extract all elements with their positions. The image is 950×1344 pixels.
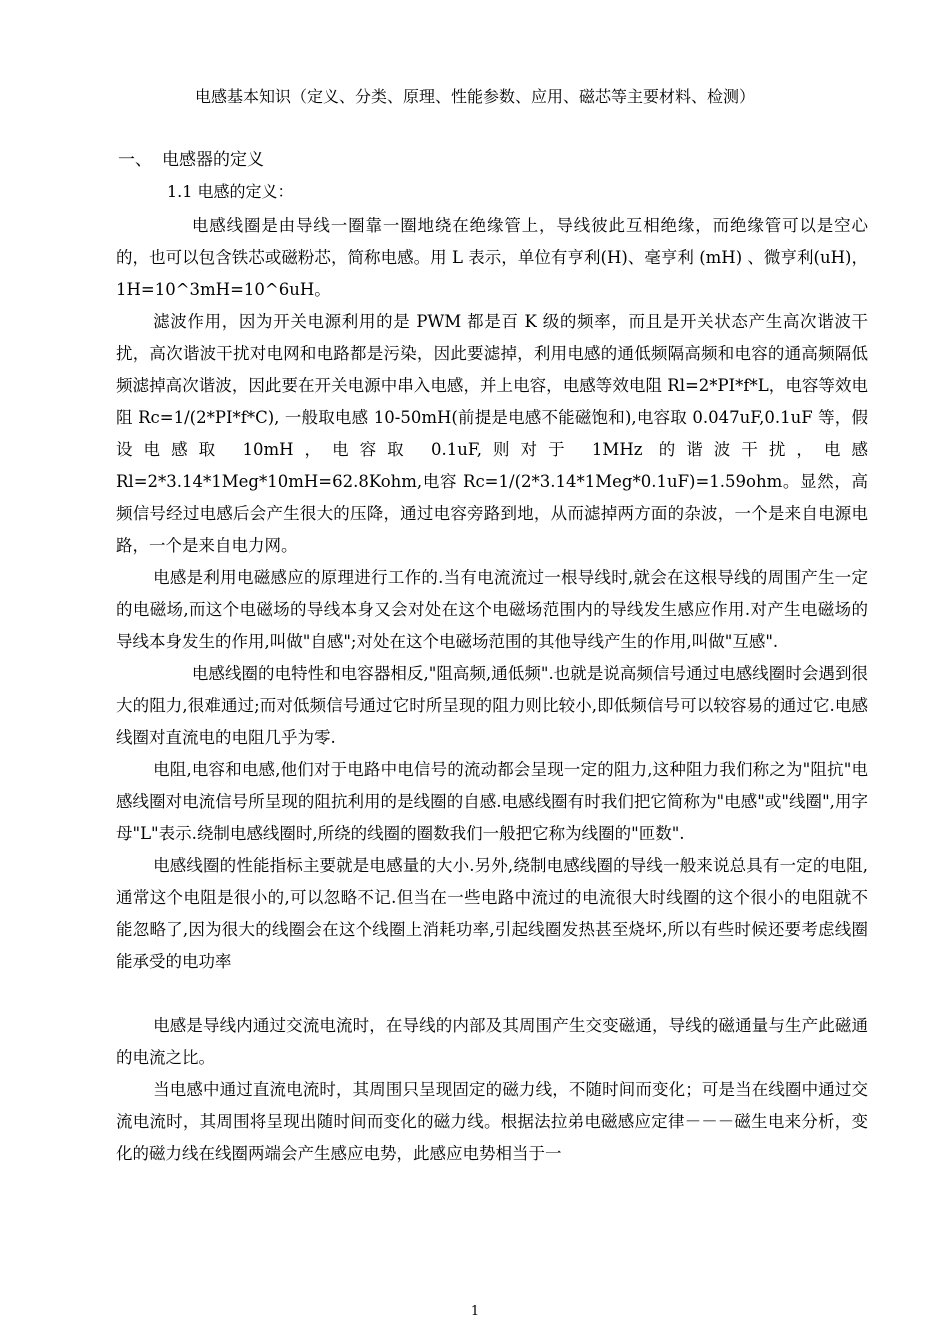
paragraph-frequency-characteristic: 电感线圈的电特性和电容器相反,"阻高频,通低频".也就是说高频信号通过电感线圈时会遇到很大的阻力,很难通过;而对低频信号通过它时所呈现的阻力则比较小,即低频信号可以较容易的通过它.电感线圈对直流电的电阻几乎为零. (116, 664, 868, 747)
subsection-heading: 1.1 电感的定义： (167, 182, 294, 201)
paragraph-ac-current: 当电感中通过直流电流时，其周围只呈现固定的磁力线，不随时间而变化；可是当在线圈中通过交流电流时，其周围将呈现出随时间而变化的磁力线。根据法拉弟电磁感应定律－－－磁生电来分析，变化的磁力线在线圈两端会产生感应电势，此感应电势相当于一 (116, 1080, 868, 1163)
document-title: 电感基本知识（定义、分类、原理、性能参数、应用、磁芯等主要材料、检测） (194, 87, 755, 106)
paragraph-magnetic-flux: 电感是导线内通过交流电流时，在导线的内部及其周围产生交变磁通，导线的磁通量与生产此磁通的电流之比。 (116, 1016, 868, 1067)
paragraph-gap (116, 978, 868, 1010)
section-heading (118, 148, 264, 172)
paragraph-electromagnetic-induction: 电感是利用电磁感应的原理进行工作的.当有电流流过一根导线时,就会在这根导线的周围产生一定的电磁场,而这个电磁场的导线本身又会对处在这个电磁场范围内的导线发生感应作用.对产生电磁场的导线本身发生的作用,叫做"自感";对处在这个电磁场范围的其他导线产生的作用,叫做"互感". (116, 568, 868, 651)
paragraph-filtering: 滤波作用，因为开关电源利用的是 PWM 都是百 K 级的频率，而且是开关状态产生高次谐波干扰，高次谐波干扰对电网和电路都是污染，因此要滤掉，利用电感的通低频隔高频和电容的通高频隔低频滤掉高次谐波，因此要在开关电源中串入电感，并上电容，电感等效电阻 Rl=2*PI*f*L，电容等效电阻 Rc=1/(2*PI*f*C), 一般取电感 10-50mH(前提是电感不能磁饱和),电容取 0.047uF,0.1uF 等，假设电感取 10mH，电容取 0.1uF,则对于 1MHz 的谐波干扰，电感 Rl=2*3.14*1Meg*10mH=62.8Kohm,电容 Rc=1/(2*3.14*1Meg*0.1uF)=1.59ohm。显然，高频信号经过电感后会产生很大的压降，通过电容旁路到地，从而滤掉两方面的杂波，一个是来自电源电路，一个是来自电力网。 (116, 312, 868, 555)
paragraph-inductor-definition: 电感线圈是由导线一圈靠一圈地绕在绝缘管上，导线彼此互相绝缘，而绝缘管可以是空心的，也可以包含铁芯或磁粉芯，简称电感。用 L 表示，单位有亨利(H)、毫亨利 (mH) 、微亨利(uH)，1H=10^3mH=10^6uH。 (116, 216, 868, 299)
section-number: 一、 (118, 150, 152, 170)
body-text (116, 210, 868, 1170)
paragraph-impedance: 电阻,电容和电感,他们对于电路中电信号的流动都会呈现一定的阻力,这种阻力我们称之为"阻抗"电感线圈对电流信号所呈现的阻抗利用的是线圈的自感.电感线圈有时我们把它简称为"电感"或"线圈",用字母"L"表示.绕制电感线圈时,所绕的线圈的圈数我们一般把它称为线圈的"匝数". (116, 760, 868, 843)
paragraph-performance: 电感线圈的性能指标主要就是电感量的大小.另外,绕制电感线圈的导线一般来说总具有一定的电阻,通常这个电阻是很小的,可以忽略不记.但当在一些电路中流过的电流很大时线圈的这个很小的电阻就不能忽略了,因为很大的线圈会在这个线圈上消耗功率,引起线圈发热甚至烧坏,所以有些时候还要考虑线圈能承受的电功率 (116, 856, 868, 971)
page-number: 1 (470, 1304, 480, 1319)
section-heading-text: 电感器的定义 (162, 150, 264, 170)
